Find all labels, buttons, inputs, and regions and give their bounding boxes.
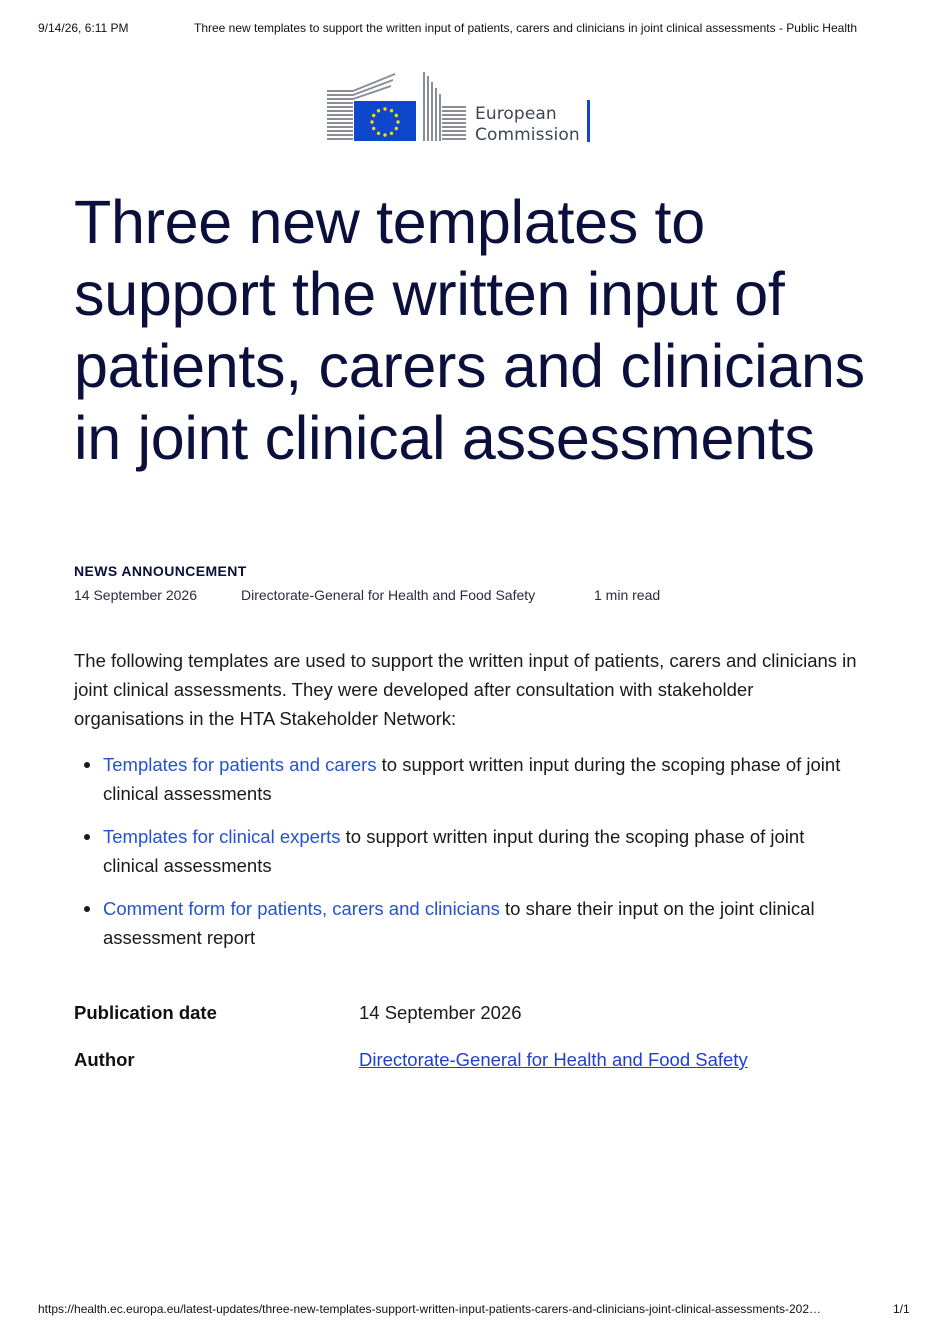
list-item <box>74 822 864 880</box>
publication-date-value: 14 September 2026 <box>359 1002 522 1023</box>
european-commission-logo[interactable] <box>325 70 595 144</box>
print-page-title: Three new templates to support the written input of patients, carers and clinicians in joint clinical assessments - Public Health <box>194 21 857 35</box>
article-department: Directorate-General for Health and Food Safety <box>241 587 536 603</box>
logo-line-1: European <box>475 104 557 124</box>
patients-carers-templates-link[interactable]: Templates for patients and carers <box>103 754 377 775</box>
bullet-icon <box>84 906 90 912</box>
publication-date-label: Publication date <box>74 1002 217 1023</box>
print-header <box>0 21 942 37</box>
print-footer <box>0 1302 942 1318</box>
logo-line-2: Commission <box>475 125 580 145</box>
list-item-text: to support written input during the scoping phase of joint clinical assessments <box>103 754 841 804</box>
list-item-text: to support written input during the scoping phase of joint clinical assessments <box>103 826 805 876</box>
author-label: Author <box>74 1049 135 1070</box>
publication-date-row <box>74 998 874 1045</box>
print-datetime: 9/14/26, 6:11 PM <box>38 21 129 35</box>
author-value <box>359 1045 748 1074</box>
logo-text <box>475 104 580 146</box>
list-item-text: to share their input on the joint clinical assessment report <box>103 898 815 948</box>
article-read-time: 1 min read <box>594 587 661 603</box>
bullet-icon <box>84 834 90 840</box>
author-link[interactable]: Directorate-General for Health and Food Safety <box>359 1049 748 1070</box>
page-title: Three new templates to support the written input of patients, carers and clinicians in joint clinical assessments <box>74 188 865 472</box>
list-item <box>74 894 864 952</box>
author-row <box>74 1045 874 1092</box>
list-item <box>74 750 864 808</box>
logo-divider-bar <box>587 100 590 142</box>
eu-flag-logo-icon <box>325 70 470 144</box>
print-page-number: 1/1 <box>893 1302 910 1316</box>
article-date: 14 September 2026 <box>74 587 197 603</box>
publication-details <box>74 998 874 1092</box>
content-type-label: NEWS ANNOUNCEMENT <box>74 563 247 579</box>
print-url: https://health.ec.europa.eu/latest-updates/three-new-templates-support-written-input-patients-carers-and-clinicians-joint-clinical-assessments-202… <box>38 1302 822 1316</box>
comment-form-link[interactable]: Comment form for patients, carers and clinicians <box>103 898 500 919</box>
bullet-icon <box>84 762 90 768</box>
article-intro: The following templates are used to support the written input of patients, carers and clinicians in joint clinical assessments. They were developed after consultation with stakeholder organisations in the HTA Stakeholder Network: <box>74 650 857 729</box>
clinical-experts-templates-link[interactable]: Templates for clinical experts <box>103 826 341 847</box>
template-list <box>74 750 864 966</box>
